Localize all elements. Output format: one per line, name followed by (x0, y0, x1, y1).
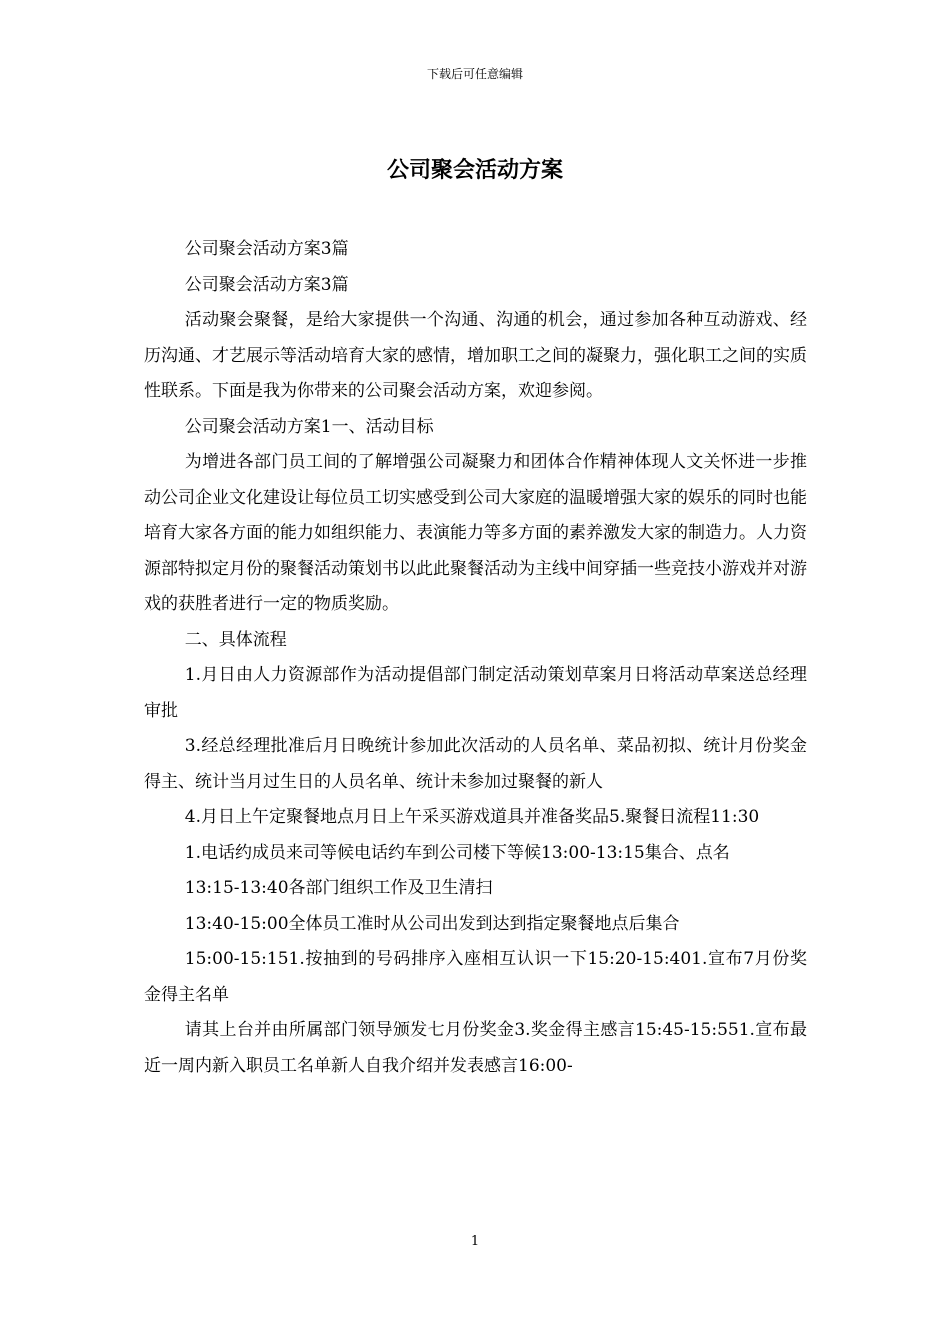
paragraph: 公司聚会活动方案1一、活动目标 (184, 416, 434, 437)
paragraph: 15:00-15:151.按抽到的号码排序入座相互认识一下15:20-15:401.宣布7月份奖金得主名单 (144, 949, 807, 1005)
paragraph: 1.电话约成员来司等候电话约车到公司楼下等候13:00-13:15集合、点名 (184, 842, 730, 863)
paragraph: 二、具体流程 (184, 629, 287, 650)
paragraph: 3.经总经理批准后月日晚统计参加此次活动的人员名单、菜品初拟、统计月份奖金得主、统计当月过生日的人员名单、统计未参加过聚餐的新人 (144, 736, 807, 792)
paragraph: 为增进各部门员工间的了解增强公司凝聚力和团体合作精神体现人文关怀进一步推动公司企业文化建设让每位员工切实感受到公司大家庭的温暖增强大家的娱乐的同时也能培育大家各方面的能力如组织能力、表演能力等多方面的素养激发大家的制造力。人力资源部特拟定月份的聚餐活动策划书以此此聚餐活动为主线中间穿插一些竞技小游戏并对游戏的获胜者进行一定的物质奖励。 (144, 452, 807, 614)
document-title: 公司聚会活动方案 (386, 157, 563, 183)
paragraph: 活动聚会聚餐，是给大家提供一个沟通、沟通的机会，通过参加各种互动游戏、经历沟通、才艺展示等活动培育大家的感情，增加职工之间的凝聚力，强化职工之间的实质性联系。下面是我为你带来的公司聚会活动方案，欢迎参阅。 (144, 310, 807, 401)
paragraph: 公司聚会活动方案3篇 (184, 239, 349, 259)
paragraph: 请其上台并由所属部门领导颁发七月份奖金3.奖金得主感言15:45-15:551.宣布最近一周内新入职员工名单新人自我介绍并发表感言16:00- (144, 1020, 807, 1076)
paragraph: 13:40-15:00全体员工准时从公司出发到达到指定聚餐地点后集合 (184, 913, 680, 934)
page-number: 1 (470, 1234, 480, 1249)
page-header: 下载后可任意编辑 (426, 67, 523, 81)
paragraph: 13:15-13:40各部门组织工作及卫生清扫 (184, 878, 493, 898)
paragraph: 4.月日上午定聚餐地点月日上午采买游戏道具并准备奖品5.聚餐日流程11:30 (184, 807, 760, 827)
document-body (144, 232, 807, 1084)
paragraph: 1.月日由人力资源部作为活动提倡部门制定活动策划草案月日将活动草案送总经理审批 (144, 665, 807, 721)
paragraph: 公司聚会活动方案3篇 (184, 274, 349, 295)
